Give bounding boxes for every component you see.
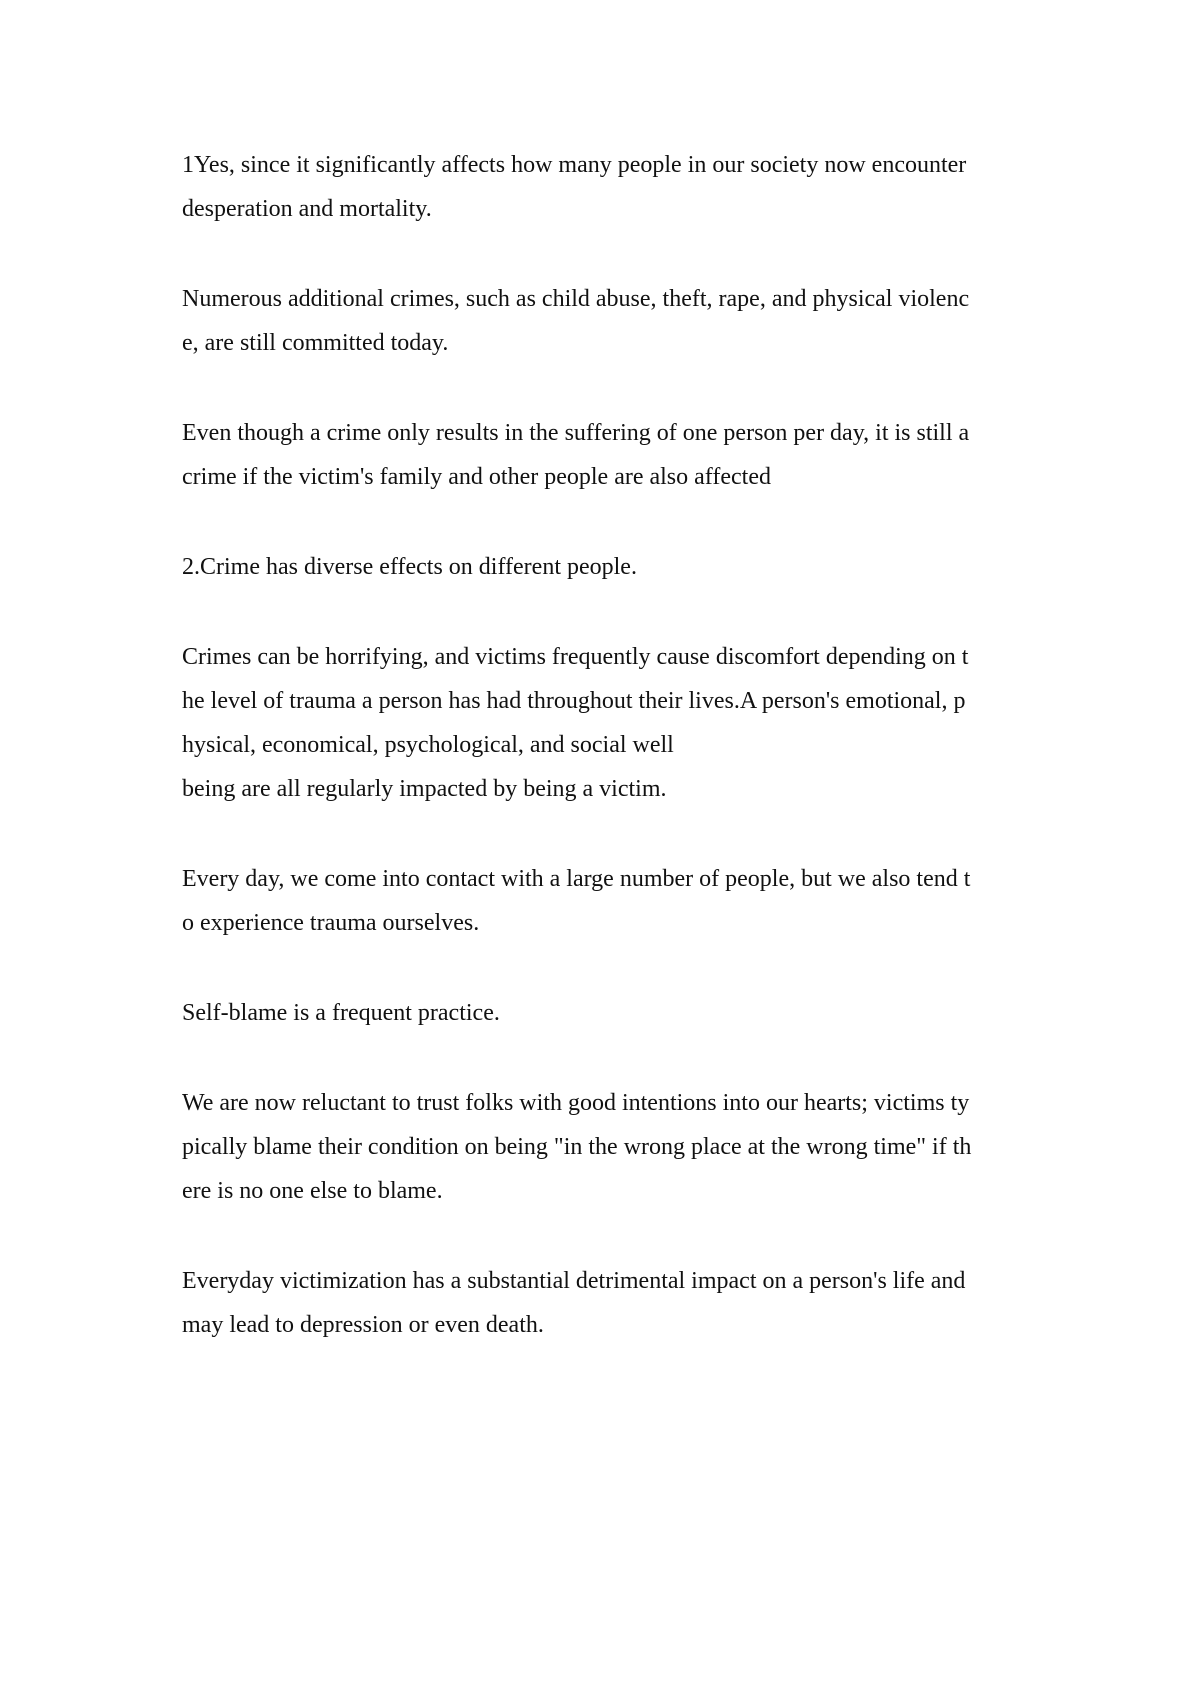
text-line: desperation and mortality. xyxy=(182,196,432,222)
text-line: Crimes can be horrifying, and victims frequently cause discomfort depending on t xyxy=(182,644,969,670)
text-line: he level of trauma a person has had throughout their lives.A person's emotional, p xyxy=(182,688,966,714)
text-line: Even though a crime only results in the suffering of one person per day, it is still a xyxy=(182,420,970,446)
text-line: e, are still committed today. xyxy=(182,330,449,356)
text-line: Self-blame is a frequent practice. xyxy=(182,1000,500,1026)
paragraph-4 xyxy=(182,545,1022,589)
text-line: Numerous additional crimes, such as child abuse, theft, rape, and physical violenc xyxy=(182,286,970,312)
paragraph-2 xyxy=(182,277,1022,365)
text-line: We are now reluctant to trust folks with good intentions into our hearts; victims ty xyxy=(182,1090,970,1116)
text-line: pically blame their condition on being "in the wrong place at the wrong time" if th xyxy=(182,1134,972,1160)
text-line: Every day, we come into contact with a large number of people, but we also tend t xyxy=(182,866,971,892)
paragraph-5 xyxy=(182,635,1022,811)
document-body xyxy=(182,143,1022,1393)
text-line: Everyday victimization has a substantial detrimental impact on a person's life and xyxy=(182,1268,966,1294)
paragraph-3 xyxy=(182,411,1022,499)
text-line: being are all regularly impacted by being a victim. xyxy=(182,776,667,802)
text-line: o experience trauma ourselves. xyxy=(182,910,480,936)
text-line: ere is no one else to blame. xyxy=(182,1178,443,1204)
text-line: 1Yes, since it significantly affects how many people in our society now encounter xyxy=(182,152,967,178)
text-line: hysical, economical, psychological, and social well xyxy=(182,732,674,758)
text-line: 2.Crime has diverse effects on different people. xyxy=(182,554,637,580)
paragraph-1 xyxy=(182,143,1022,231)
paragraph-8 xyxy=(182,1081,1022,1213)
text-line: may lead to depression or even death. xyxy=(182,1312,544,1338)
text-line: crime if the victim's family and other people are also affected xyxy=(182,464,771,490)
paragraph-9 xyxy=(182,1259,1022,1347)
paragraph-6 xyxy=(182,857,1022,945)
paragraph-7 xyxy=(182,991,1022,1035)
